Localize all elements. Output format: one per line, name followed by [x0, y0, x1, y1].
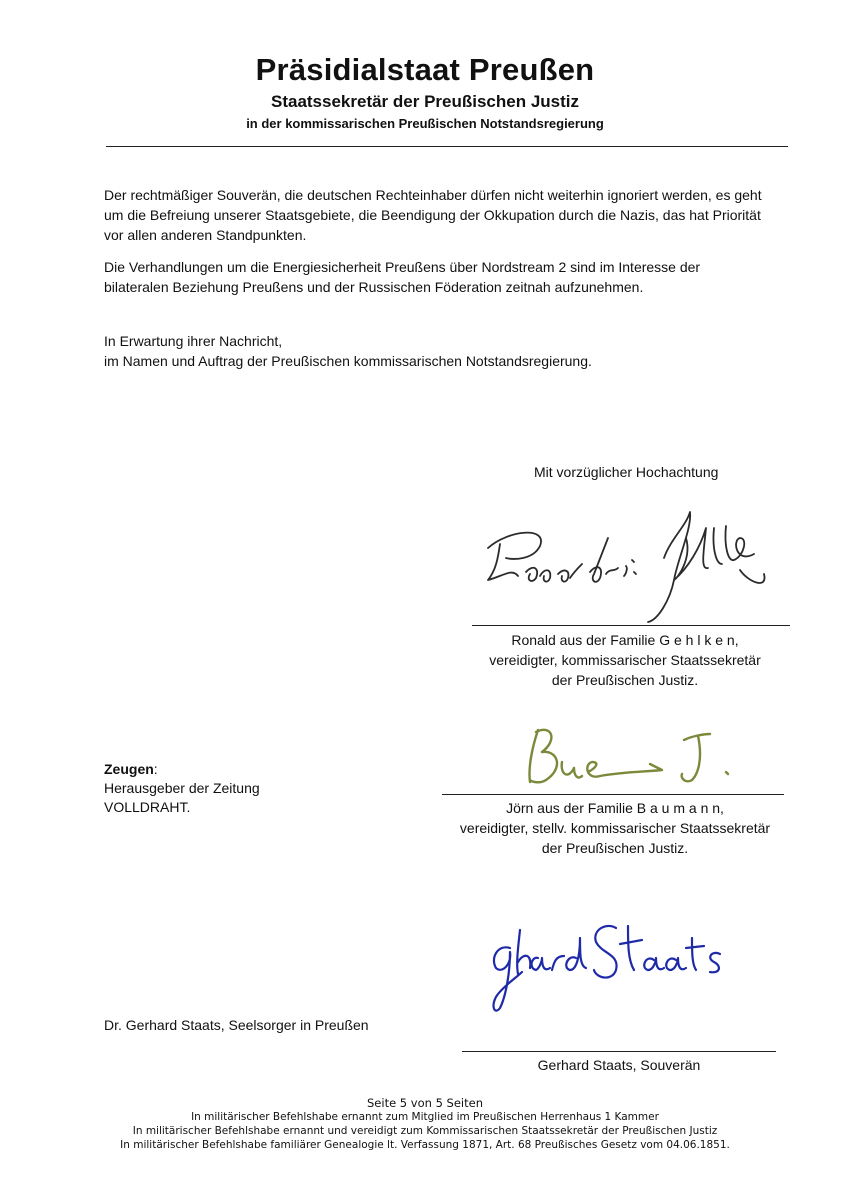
- document-subtitle: Staatssekretär der Preußischen Justiz: [270, 92, 580, 111]
- witnesses-label: Zeugen: [104, 761, 154, 777]
- signatory-1-title: vereidigter, kommissarischer Staatssekretär: [489, 652, 761, 668]
- document-subtitle-secondary: in der kommissarischen Preußischen Notstandsregierung: [246, 116, 604, 131]
- closing-paragraph: [104, 331, 764, 371]
- closing-line-2: im Namen und Auftrag der Preußischen kommissarischen Notstandsregierung.: [104, 353, 592, 369]
- footer-line-2: In militärischer Befehlshabe ernannt und vereidigt zum Kommissarischen Staatssekretär der Preußischen Justiz: [132, 1125, 718, 1137]
- page-number: Seite 5 von 5 Seiten: [367, 1096, 483, 1110]
- signatory-3-name: Gerhard Staats, Souverän: [537, 1057, 701, 1073]
- paragraph-1: Der rechtmäßiger Souverän, die deutschen Rechteinhaber dürfen nicht weiterhin ignoriert werden, es geht um die Befreiung unserer Staatsgebiete, die Beendigung der Okkupation durch die Nazis, das hat Priorität vor allen anderen Standpunkten.: [104, 187, 762, 243]
- footer-line-1: In militärischer Befehlshabe ernannt zum Mitglied im Preußischen Herrenhaus 1 Kammer: [191, 1111, 659, 1123]
- signatory-1-department: der Preußischen Justiz.: [551, 672, 699, 688]
- signature-3-handwriting: [482, 908, 732, 1018]
- pastor-line: Dr. Gerhard Staats, Seelsorger in Preußen: [104, 1017, 369, 1033]
- closing-line-1: In Erwartung ihrer Nachricht,: [104, 333, 283, 349]
- witnesses-colon: :: [153, 761, 158, 777]
- signatory-2-name: Jörn aus der Familie B a u m a n n,: [506, 800, 724, 816]
- paragraph-2: Die Verhandlungen um die Energiesicherheit Preußens über Nordstream 2 sind im Interesse der bilateralen Beziehung Preußens und der Russischen Föderation zeitnah aufzunehmen.: [104, 259, 701, 295]
- signature-2-line: [442, 794, 784, 795]
- footer: [0, 1096, 850, 1152]
- signatory-2-block: [430, 798, 800, 858]
- witnesses-line-2: VOLLDRAHT.: [104, 799, 191, 815]
- witnesses-block: [104, 760, 260, 817]
- signatory-1-block: [455, 630, 795, 690]
- document-title: Präsidialstaat Preußen: [255, 52, 595, 87]
- witnesses-line-1: Herausgeber der Zeitung: [104, 780, 260, 796]
- signatory-1-name: Ronald aus der Familie G e h l k e n,: [511, 632, 739, 648]
- signature-2-handwriting: [512, 718, 742, 798]
- signatory-2-title: vereidigter, stellv. kommissarischer Staatssekretär: [459, 820, 771, 836]
- header-divider: [106, 146, 788, 147]
- signature-1-handwriting: [478, 498, 778, 628]
- signature-1-line: [472, 625, 790, 626]
- signatory-2-department: der Preußischen Justiz.: [541, 840, 689, 856]
- footer-line-3: In militärischer Befehlshabe familiärer Genealogie lt. Verfassung 1871, Art. 68 Preußisches Gesetz vom 04.06.1851.: [120, 1139, 730, 1151]
- signature-3-line: [462, 1051, 776, 1052]
- salutation: Mit vorzüglicher Hochachtung: [534, 464, 719, 480]
